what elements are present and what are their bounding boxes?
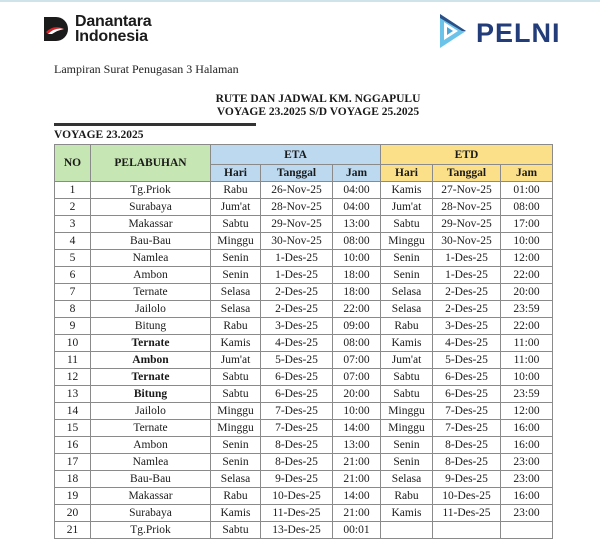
cell-etd-date [433, 522, 501, 539]
cell-port: Tg.Priok [91, 522, 211, 539]
cell-eta-time: 13:00 [333, 437, 381, 454]
attachment-note: Lampiran Surat Penugasan 3 Halaman [54, 62, 239, 76]
header-no: NO [55, 145, 91, 182]
cell-no: 16 [55, 437, 91, 454]
cell-port: Bau-Bau [91, 471, 211, 488]
cell-no: 11 [55, 352, 91, 369]
cell-eta-time: 13:00 [333, 216, 381, 233]
cell-etd-day [381, 522, 433, 539]
cell-etd-date: 9-Des-25 [433, 471, 501, 488]
header-port: PELABUHAN [91, 145, 211, 182]
cell-no: 15 [55, 420, 91, 437]
cell-etd-date: 10-Des-25 [433, 488, 501, 505]
table-row [55, 267, 553, 284]
header-etd-day: Hari [381, 165, 433, 182]
cell-eta-time: 21:00 [333, 505, 381, 522]
table-row [55, 318, 553, 335]
cell-etd-time: 16:00 [501, 437, 553, 454]
cell-eta-date: 2-Des-25 [261, 301, 333, 318]
cell-eta-day: Rabu [211, 182, 261, 199]
cell-eta-date: 28-Nov-25 [261, 199, 333, 216]
cell-eta-day: Jum'at [211, 352, 261, 369]
cell-eta-time: 18:00 [333, 267, 381, 284]
cell-eta-date: 3-Des-25 [261, 318, 333, 335]
cell-eta-date: 1-Des-25 [261, 250, 333, 267]
cell-no: 1 [55, 182, 91, 199]
cell-etd-day: Senin [381, 267, 433, 284]
cell-port: Bitung [91, 386, 211, 403]
cell-port: Ambon [91, 437, 211, 454]
table-row [55, 488, 553, 505]
cell-etd-date: 3-Des-25 [433, 318, 501, 335]
table-row [55, 335, 553, 352]
cell-port: Makassar [91, 216, 211, 233]
table-row [55, 301, 553, 318]
cell-etd-time: 16:00 [501, 420, 553, 437]
cell-eta-date: 4-Des-25 [261, 335, 333, 352]
cell-etd-day: Kamis [381, 335, 433, 352]
cell-eta-time: 10:00 [333, 403, 381, 420]
table-row [55, 437, 553, 454]
cell-etd-day: Rabu [381, 318, 433, 335]
cell-no: 12 [55, 369, 91, 386]
cell-eta-time: 08:00 [333, 335, 381, 352]
cell-etd-date: 6-Des-25 [433, 386, 501, 403]
table-row [55, 369, 553, 386]
cell-etd-time: 22:00 [501, 267, 553, 284]
cell-eta-day: Selasa [211, 284, 261, 301]
title-line-2: VOYAGE 23.2025 S/D VOYAGE 25.2025 [216, 106, 420, 118]
cell-etd-day: Minggu [381, 233, 433, 250]
cell-etd-time: 12:00 [501, 403, 553, 420]
cell-etd-date: 5-Des-25 [433, 352, 501, 369]
cell-eta-day: Senin [211, 437, 261, 454]
cell-etd-time: 23:59 [501, 301, 553, 318]
cell-etd-day: Rabu [381, 488, 433, 505]
cell-etd-date: 8-Des-25 [433, 454, 501, 471]
cell-no: 8 [55, 301, 91, 318]
table-row [55, 403, 553, 420]
cell-eta-time: 09:00 [333, 318, 381, 335]
cell-etd-day: Selasa [381, 284, 433, 301]
cell-eta-date: 30-Nov-25 [261, 233, 333, 250]
table-row [55, 182, 553, 199]
cell-eta-date: 5-Des-25 [261, 352, 333, 369]
cell-eta-time: 07:00 [333, 352, 381, 369]
table-row [55, 216, 553, 233]
header-eta-date: Tanggal [261, 165, 333, 182]
cell-etd-day: Sabtu [381, 369, 433, 386]
cell-no: 6 [55, 267, 91, 284]
cell-eta-date: 29-Nov-25 [261, 216, 333, 233]
cell-port: Ternate [91, 369, 211, 386]
table-row [55, 505, 553, 522]
cell-etd-day: Jum'at [381, 199, 433, 216]
cell-etd-date: 30-Nov-25 [433, 233, 501, 250]
schedule-table [54, 144, 553, 539]
cell-eta-date: 11-Des-25 [261, 505, 333, 522]
cell-etd-day: Minggu [381, 420, 433, 437]
table-row [55, 233, 553, 250]
cell-etd-time: 16:00 [501, 488, 553, 505]
cell-eta-day: Sabtu [211, 522, 261, 539]
title-line-1: RUTE DAN JADWAL KM. NGGAPULU [215, 93, 421, 105]
cell-no: 5 [55, 250, 91, 267]
cell-no: 10 [55, 335, 91, 352]
header-eta-day: Hari [211, 165, 261, 182]
cell-eta-day: Rabu [211, 488, 261, 505]
cell-etd-day: Sabtu [381, 386, 433, 403]
cell-eta-day: Kamis [211, 505, 261, 522]
cell-eta-day: Sabtu [211, 369, 261, 386]
cell-etd-time: 11:00 [501, 352, 553, 369]
cell-no: 13 [55, 386, 91, 403]
cell-etd-time: 22:00 [501, 318, 553, 335]
pelni-logo [438, 12, 561, 55]
cell-etd-time: 08:00 [501, 199, 553, 216]
cell-etd-time: 23:00 [501, 505, 553, 522]
cell-eta-date: 8-Des-25 [261, 437, 333, 454]
cell-eta-time: 00:01 [333, 522, 381, 539]
cell-eta-time: 07:00 [333, 369, 381, 386]
cell-port: Makassar [91, 488, 211, 505]
cell-eta-day: Kamis [211, 335, 261, 352]
table-row [55, 522, 553, 539]
cell-eta-time: 08:00 [333, 233, 381, 250]
cell-port: Ambon [91, 267, 211, 284]
cell-etd-day: Kamis [381, 505, 433, 522]
cell-eta-day: Senin [211, 250, 261, 267]
cell-eta-day: Sabtu [211, 386, 261, 403]
cell-eta-time: 20:00 [333, 386, 381, 403]
cell-etd-time: 20:00 [501, 284, 553, 301]
cell-eta-day: Selasa [211, 301, 261, 318]
cell-no: 9 [55, 318, 91, 335]
cell-etd-time: 10:00 [501, 233, 553, 250]
cell-eta-day: Sabtu [211, 216, 261, 233]
cell-etd-time: 12:00 [501, 250, 553, 267]
table-row [55, 386, 553, 403]
cell-port: Namlea [91, 454, 211, 471]
cell-eta-time: 21:00 [333, 454, 381, 471]
cell-eta-time: 18:00 [333, 284, 381, 301]
cell-no: 20 [55, 505, 91, 522]
cell-eta-date: 8-Des-25 [261, 454, 333, 471]
table-row [55, 352, 553, 369]
cell-no: 21 [55, 522, 91, 539]
divider-rule-full [54, 123, 256, 125]
cell-etd-day: Selasa [381, 471, 433, 488]
cell-eta-day: Minggu [211, 403, 261, 420]
danantara-logo-line2: Indonesia [75, 28, 148, 45]
cell-no: 4 [55, 233, 91, 250]
cell-etd-day: Senin [381, 454, 433, 471]
cell-etd-date: 4-Des-25 [433, 335, 501, 352]
cell-etd-day: Jum'at [381, 352, 433, 369]
cell-etd-day: Minggu [381, 403, 433, 420]
cell-port: Surabaya [91, 505, 211, 522]
cell-etd-day: Kamis [381, 182, 433, 199]
cell-etd-date: 7-Des-25 [433, 403, 501, 420]
pelni-logo-text: PELNI [476, 18, 561, 48]
cell-eta-time: 14:00 [333, 488, 381, 505]
cell-eta-date: 6-Des-25 [261, 369, 333, 386]
voyage-label: VOYAGE 23.2025 [54, 129, 144, 141]
cell-eta-time: 04:00 [333, 182, 381, 199]
cell-eta-day: Minggu [211, 420, 261, 437]
cell-port: Jailolo [91, 403, 211, 420]
cell-etd-date: 29-Nov-25 [433, 216, 501, 233]
cell-eta-time: 04:00 [333, 199, 381, 216]
cell-eta-date: 2-Des-25 [261, 284, 333, 301]
table-row [55, 454, 553, 471]
cell-eta-date: 7-Des-25 [261, 403, 333, 420]
cell-port: Ambon [91, 352, 211, 369]
cell-etd-date: 7-Des-25 [433, 420, 501, 437]
cell-eta-day: Senin [211, 267, 261, 284]
cell-port: Ternate [91, 284, 211, 301]
header-etd: ETD [381, 145, 553, 165]
table-row [55, 250, 553, 267]
header-eta-time: Jam [333, 165, 381, 182]
cell-etd-date: 1-Des-25 [433, 267, 501, 284]
danantara-logo-line1: Danantara [75, 13, 152, 30]
cell-etd-time: 11:00 [501, 335, 553, 352]
cell-no: 19 [55, 488, 91, 505]
header-eta: ETA [211, 145, 381, 165]
schedule-body [55, 182, 553, 539]
document-title [0, 93, 600, 119]
cell-no: 14 [55, 403, 91, 420]
cell-etd-date: 2-Des-25 [433, 284, 501, 301]
cell-etd-day: Senin [381, 437, 433, 454]
cell-etd-day: Sabtu [381, 216, 433, 233]
cell-no: 3 [55, 216, 91, 233]
cell-etd-date: 1-Des-25 [433, 250, 501, 267]
cell-etd-time: 23:59 [501, 386, 553, 403]
cell-eta-time: 10:00 [333, 250, 381, 267]
cell-eta-date: 1-Des-25 [261, 267, 333, 284]
cell-eta-date: 26-Nov-25 [261, 182, 333, 199]
cell-port: Ternate [91, 420, 211, 437]
cell-etd-time [501, 522, 553, 539]
cell-etd-time: 23:00 [501, 471, 553, 488]
cell-etd-date: 2-Des-25 [433, 301, 501, 318]
cell-eta-date: 13-Des-25 [261, 522, 333, 539]
top-edge-border [0, 0, 600, 2]
cell-eta-time: 14:00 [333, 420, 381, 437]
danantara-logo [42, 14, 151, 44]
cell-port: Jailolo [91, 301, 211, 318]
cell-eta-day: Rabu [211, 318, 261, 335]
cell-etd-time: 17:00 [501, 216, 553, 233]
cell-no: 7 [55, 284, 91, 301]
cell-no: 17 [55, 454, 91, 471]
danantara-logo-icon [42, 15, 70, 43]
cell-etd-day: Senin [381, 250, 433, 267]
cell-etd-date: 8-Des-25 [433, 437, 501, 454]
table-row [55, 471, 553, 488]
header-etd-date: Tanggal [433, 165, 501, 182]
cell-port: Surabaya [91, 199, 211, 216]
cell-etd-date: 28-Nov-25 [433, 199, 501, 216]
cell-eta-time: 22:00 [333, 301, 381, 318]
table-row [55, 199, 553, 216]
pelni-logo-icon [438, 12, 468, 55]
cell-etd-date: 27-Nov-25 [433, 182, 501, 199]
cell-eta-day: Minggu [211, 233, 261, 250]
cell-eta-date: 7-Des-25 [261, 420, 333, 437]
cell-eta-time: 21:00 [333, 471, 381, 488]
cell-etd-time: 10:00 [501, 369, 553, 386]
cell-port: Namlea [91, 250, 211, 267]
cell-no: 2 [55, 199, 91, 216]
cell-etd-time: 23:00 [501, 454, 553, 471]
cell-eta-day: Jum'at [211, 199, 261, 216]
cell-port: Tg.Priok [91, 182, 211, 199]
cell-etd-time: 01:00 [501, 182, 553, 199]
cell-etd-day: Selasa [381, 301, 433, 318]
cell-etd-date: 11-Des-25 [433, 505, 501, 522]
header-etd-time: Jam [501, 165, 553, 182]
cell-eta-date: 10-Des-25 [261, 488, 333, 505]
cell-eta-date: 6-Des-25 [261, 386, 333, 403]
cell-etd-date: 6-Des-25 [433, 369, 501, 386]
cell-port: Ternate [91, 335, 211, 352]
cell-no: 18 [55, 471, 91, 488]
cell-eta-day: Senin [211, 454, 261, 471]
table-row [55, 284, 553, 301]
cell-port: Bau-Bau [91, 233, 211, 250]
cell-eta-day: Selasa [211, 471, 261, 488]
cell-eta-date: 9-Des-25 [261, 471, 333, 488]
table-row [55, 420, 553, 437]
cell-port: Bitung [91, 318, 211, 335]
